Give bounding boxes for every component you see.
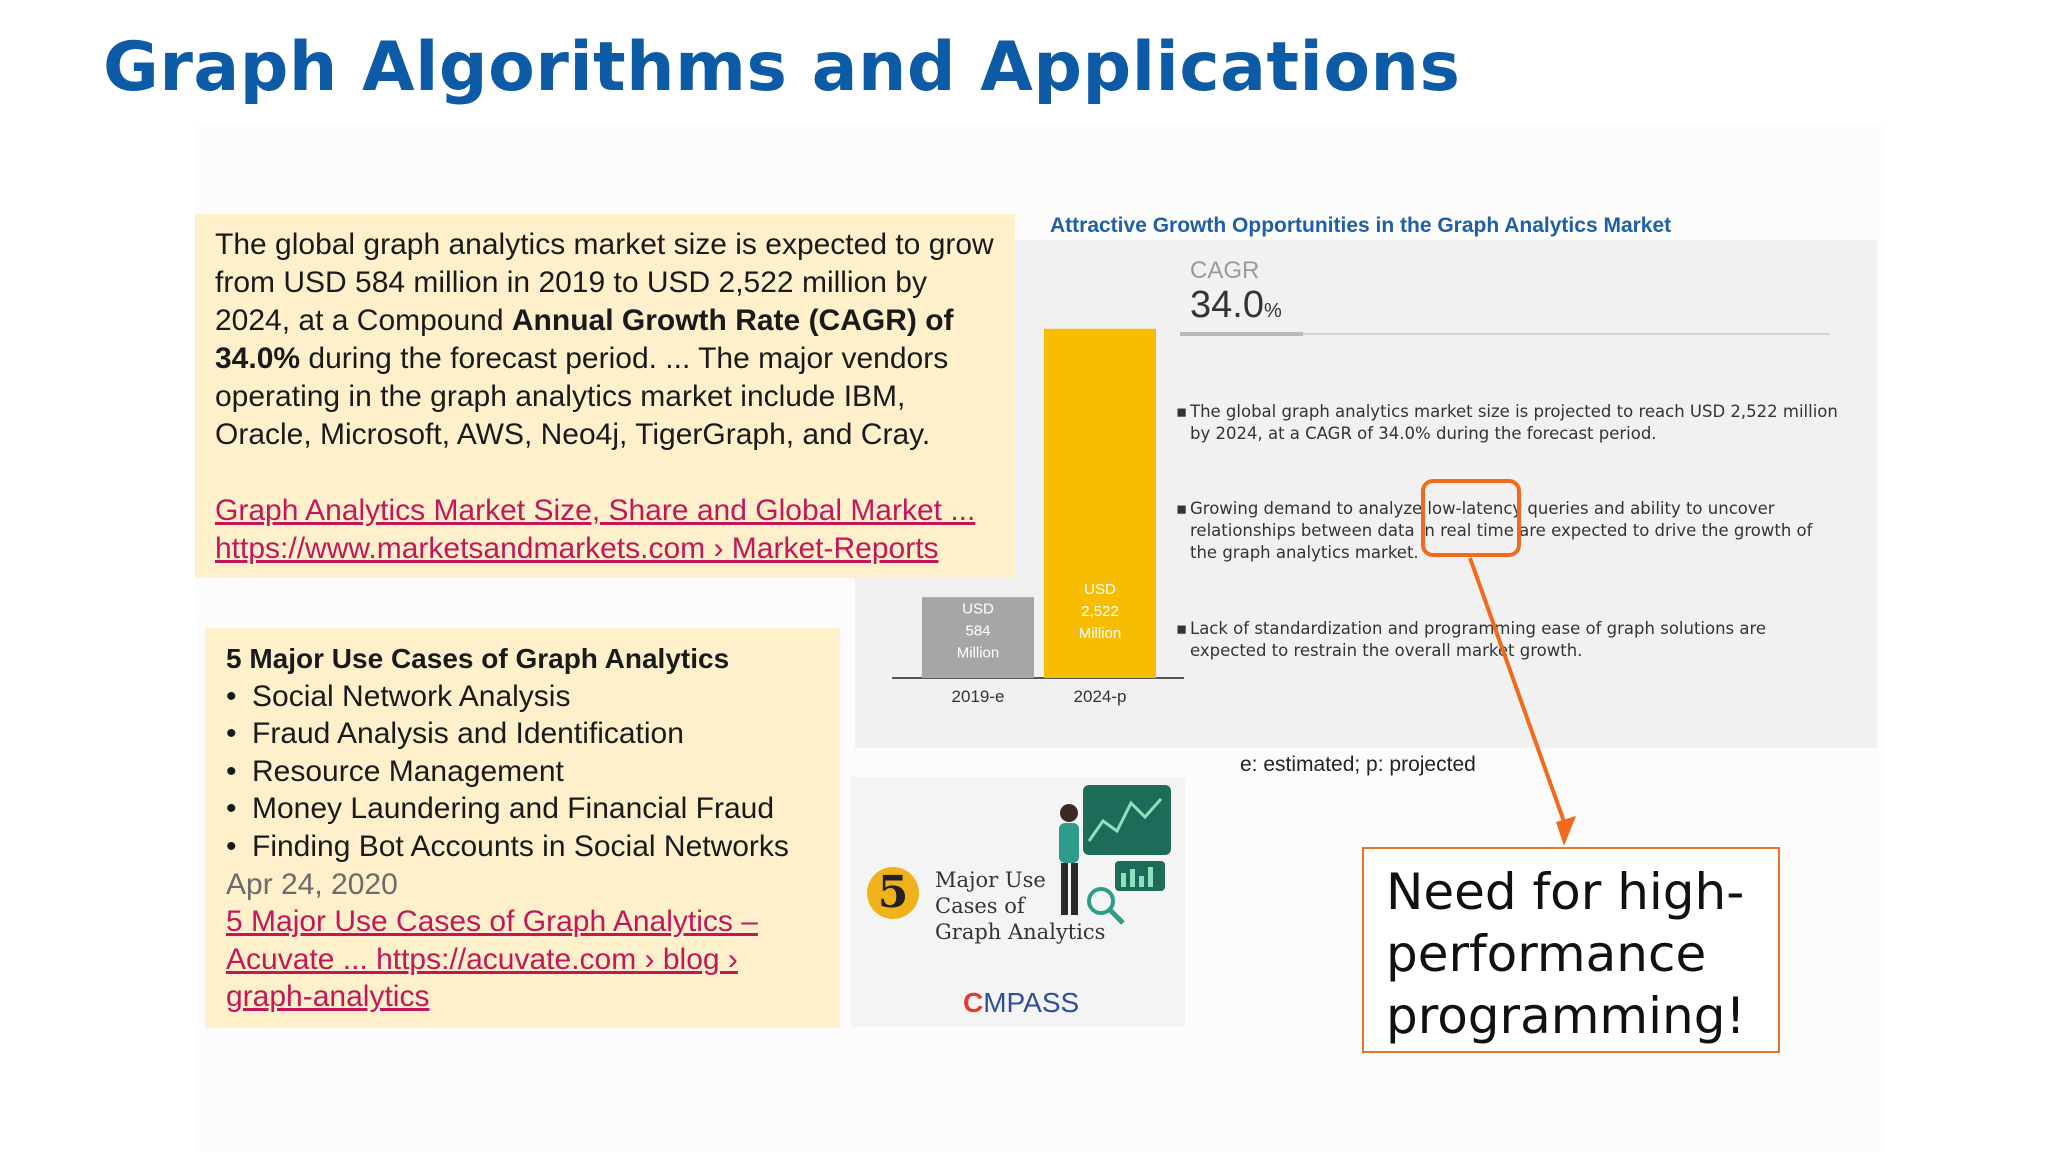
list-item: • Social Network Analysis xyxy=(226,678,819,716)
x-tick-label: 2019-e xyxy=(951,687,1005,706)
market-bullet-3: ▪ Lack of standardization and programming ease of graph solutions are expected to restrain the overall market growth. xyxy=(1190,618,1840,662)
list-item: • Resource Management xyxy=(226,753,819,791)
market-report-link-title[interactable]: Graph Analytics Market Size, Share and Global Market ... xyxy=(215,494,976,527)
callout-box: Need for high-performance programming! xyxy=(1362,847,1780,1053)
callout-arrow xyxy=(1460,550,1600,850)
list-item: • Finding Bot Accounts in Social Networks xyxy=(226,828,819,866)
use-cases-list xyxy=(226,678,819,866)
cagr-value xyxy=(1190,284,1282,327)
bar-data-label: 584 xyxy=(965,622,991,640)
use-cases-note xyxy=(205,628,840,1028)
chart-title: Attractive Growth Opportunities in the Graph Analytics Market xyxy=(1050,214,1672,237)
bar-data-label: Million xyxy=(1078,625,1122,642)
legend-note: e: estimated; p: projected xyxy=(1240,753,1476,776)
highlight-box xyxy=(1421,479,1521,557)
list-item: • Fraud Analysis and Identification xyxy=(226,715,819,753)
use-cases-link-path[interactable]: graph-analytics xyxy=(226,980,430,1014)
cagr-unit: % xyxy=(1263,300,1282,322)
cagr-label: CAGR xyxy=(1190,257,1260,284)
five-badge-icon: 5 xyxy=(867,867,919,919)
slide-title: Graph Algorithms and Applications xyxy=(103,28,1461,107)
market-report-link-url[interactable]: https://www.marketsandmarkets.com › Market-Reports xyxy=(215,532,939,565)
market-bullet-1: ▪ The global graph analytics market size is projected to reach USD 2,522 million by 2024, at a CAGR of 34.0% during the forecast period. xyxy=(1190,401,1840,445)
use-cases-date: Apr 24, 2020 xyxy=(226,867,398,901)
market-note-text: The global graph analytics market size is expected to grow from USD 584 million in 2019 to USD 2,522 million by 2024, at a Compound Annual Growth Rate (CAGR) of 34.0% during the forecast period. ... The major vendors operating in the graph analytics market include IBM, Oracle, Microsoft, AWS, Neo4j, TigerGraph, and Cray. xyxy=(215,228,994,451)
compass-logo: CMPASS xyxy=(963,987,1080,1018)
bar-data-label: USD xyxy=(1084,581,1116,598)
bar-data-label: USD xyxy=(962,600,994,618)
list-item: • Money Laundering and Financial Fraud xyxy=(226,790,819,828)
market-bullet-2: ▪ Growing demand to analyze low-latency queries and ability to uncover relationships between data in real time are expected to drive the growth of the graph analytics market. xyxy=(1190,498,1840,564)
bar-data-label: Million xyxy=(956,644,1000,662)
bar-data-label: 2,522 xyxy=(1081,603,1119,620)
cagr-bold-text: Annual Growth Rate (CAGR) of 34.0% xyxy=(215,304,954,375)
thumbnail-caption: Major Use Cases of Graph Analytics xyxy=(935,868,1106,944)
cagr-number: 34.0 xyxy=(1190,284,1264,326)
use-cases-thumbnail xyxy=(851,777,1185,1027)
x-tick-label: 2024-p xyxy=(1073,687,1127,706)
use-cases-link-title[interactable]: 5 Major Use Cases of Graph Analytics – xyxy=(226,905,758,939)
use-cases-link-url[interactable]: Acuvate ... https://acuvate.com › blog › xyxy=(226,942,738,976)
market-note xyxy=(195,214,1015,578)
cagr-divider-accent xyxy=(1180,332,1303,336)
use-cases-heading: 5 Major Use Cases of Graph Analytics xyxy=(226,643,730,674)
